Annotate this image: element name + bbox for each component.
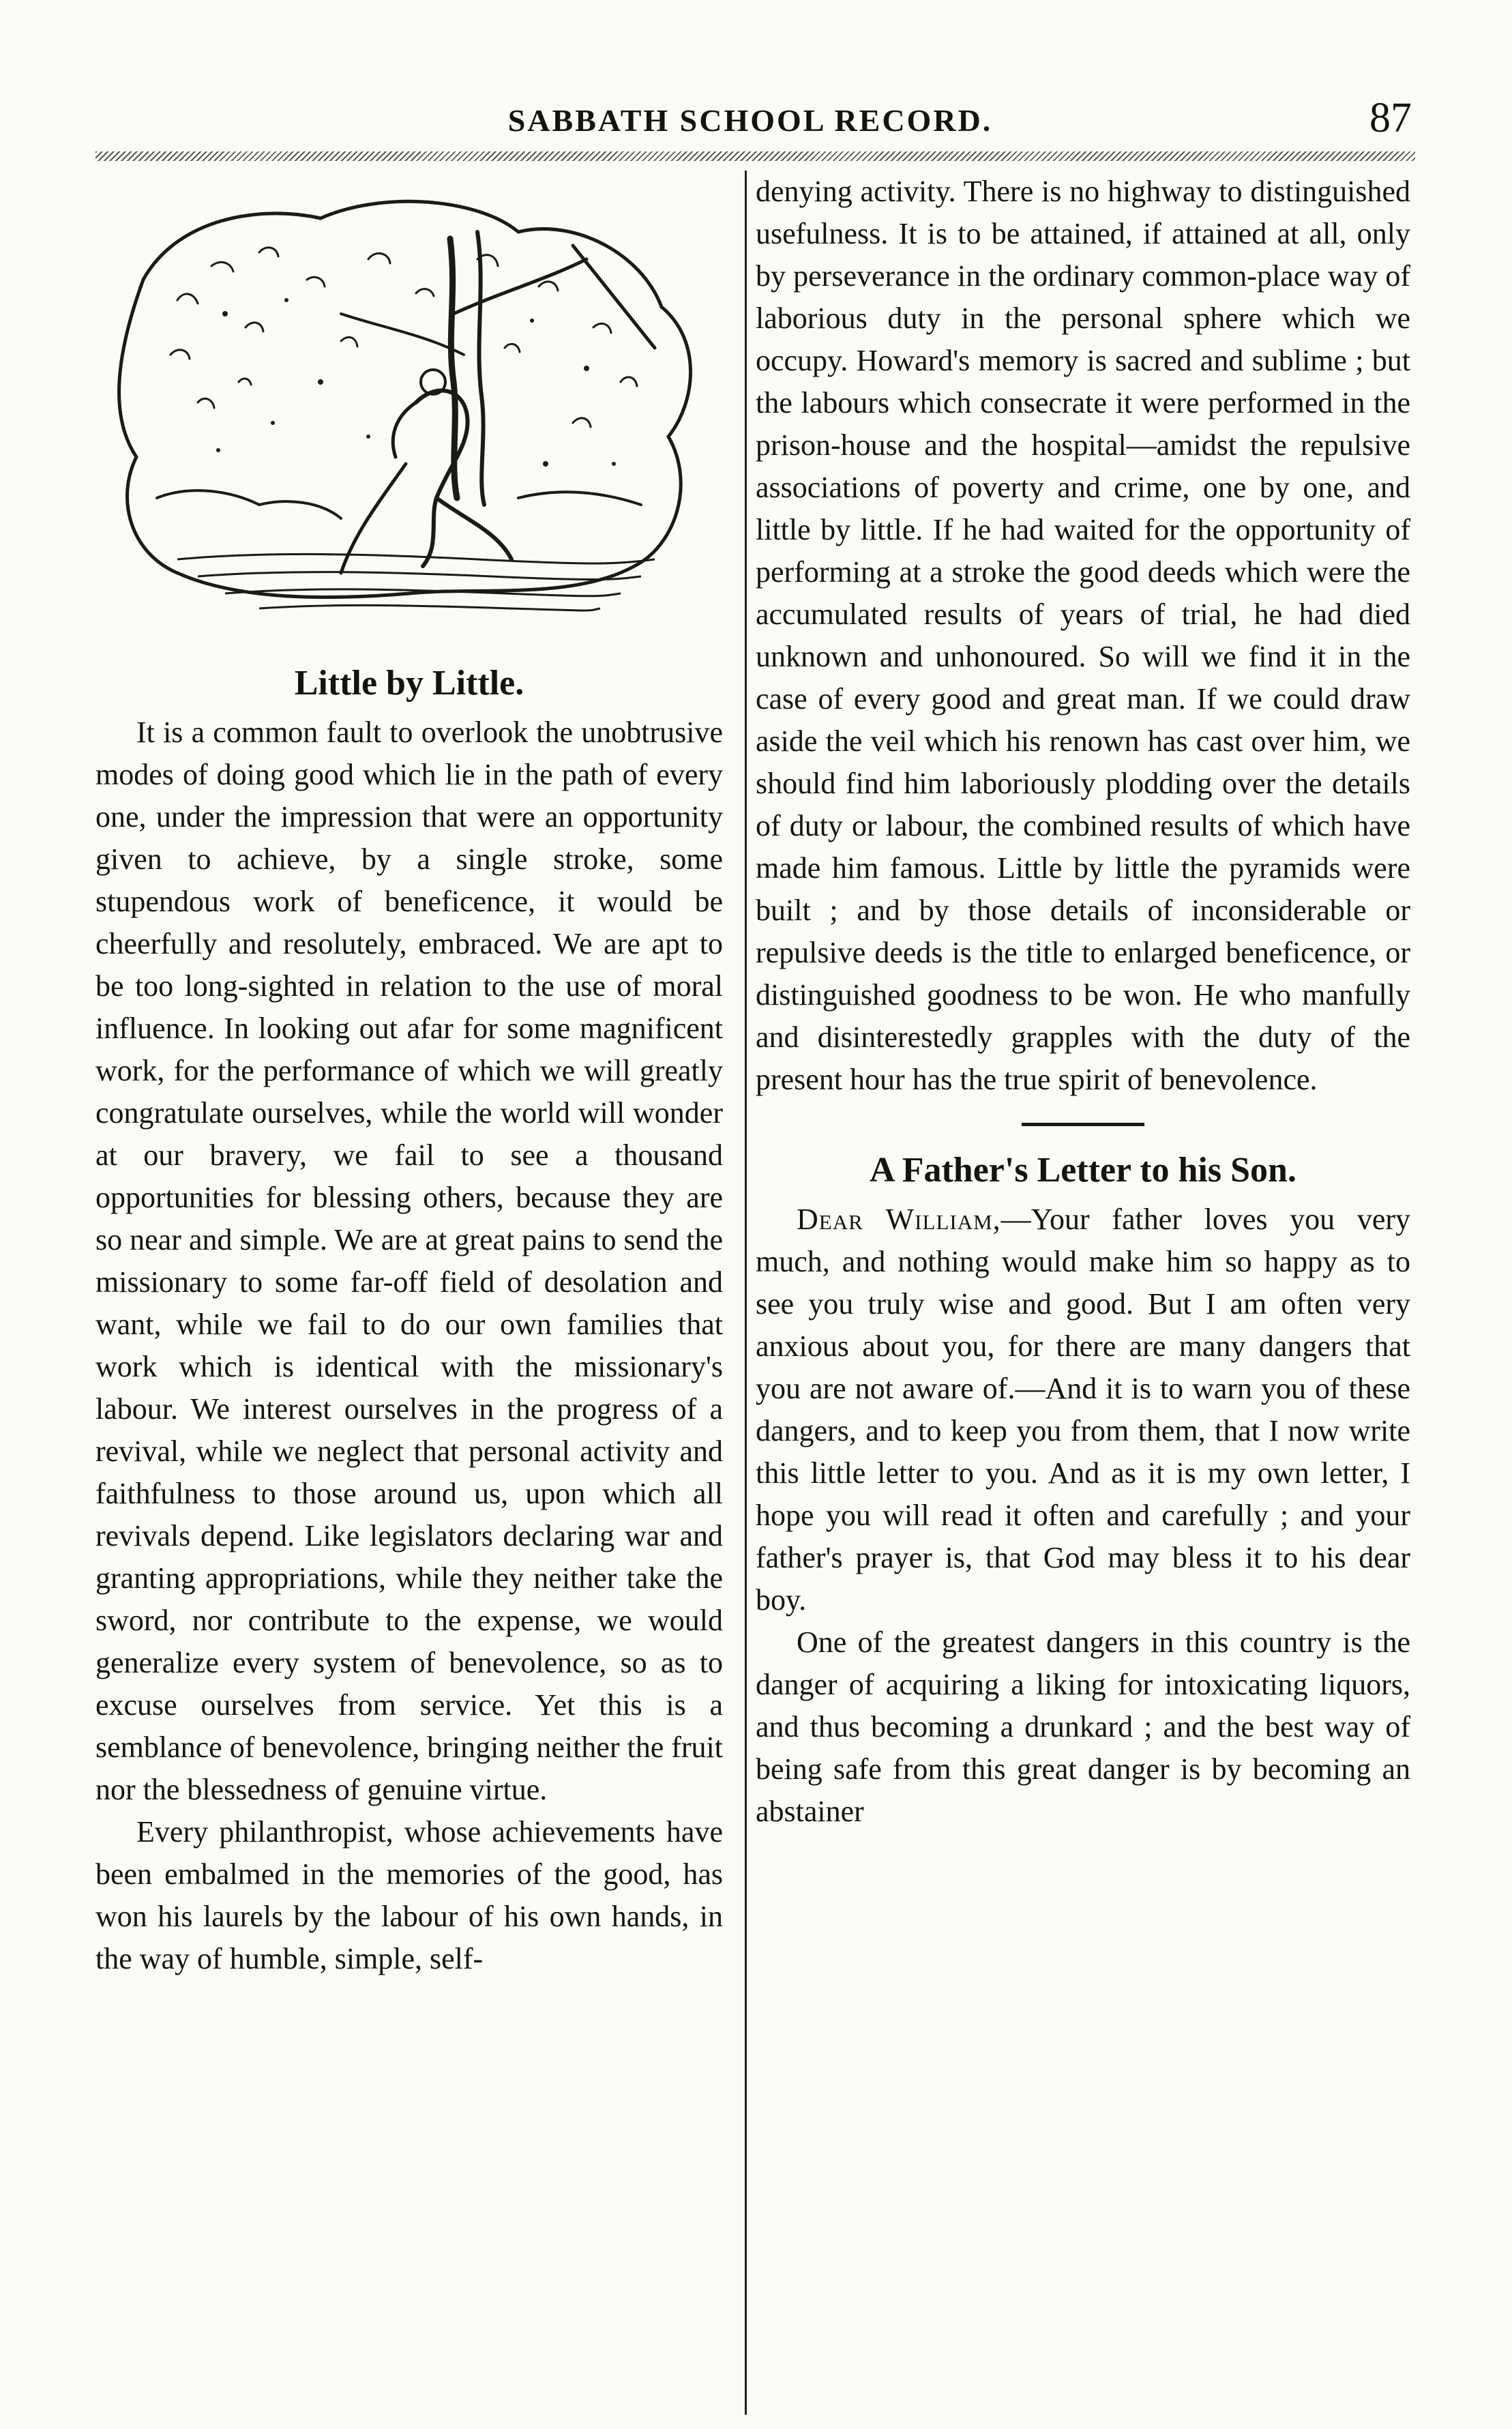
header-rule: [95, 151, 1415, 161]
letter-paragraph: [756, 1198, 1410, 1621]
letter-salutation: Dear William,: [797, 1203, 1001, 1236]
column-rule: [745, 171, 747, 2415]
article-paragraph: It is a common fault to overlook the unobtrusive modes of doing good which lie in the path of every one, under the impression that were an opportunity given to achieve, by a single stroke, some stupendous work of beneficence, it would be cheerfully and resolutely, embraced. We are apt to be too long-sighted in relation to the use of moral influence. In looking out afar for some magnificent work, for the performance of which we will greatly congratulate ourselves, while the world will wonder at our bravery, we fail to see a thousand opportunities for blessing others, because they are so near and simple. We are at great pains to send the missionary to some far-off field of desolation and want, while we fail to do our own families that work which is identical with the missionary's labour. We interest ourselves in the progress of a revival, while we neglect that personal activity and faithfulness to those around us, upon which all revivals depend. Like legislators declaring war and granting appropriations, while they neither take the sword, nor contribute to the expense, we would generalize every system of benevolence, so as to excuse ourselves from service. Yet this is a semblance of benevolence, bringing neither the fruit nor the blessedness of genuine virtue.: [95, 716, 723, 1806]
article-continuation: denying activity. There is no highway to distinguished usefulness. It is to be attained, if attained at all, only by perseverance in the ordinary common-place way of laborious duty in the personal sphere which we occupy. Howard's memory is sacred and sublime ; but the labours which consecrate it were performed in the prison-house and the hospital—amidst the repulsive associations of poverty and crime, one by one, and little by little. If he had waited for the opportunity of performing at a stroke the good deeds which were the accumulated results of years of trial, he had died unknown and unhonoured. So will we find it in the case of every good and great man. If we could draw aside the veil which his renown has cast over him, we should find him laboriously plodding over the details of duty or labour, the combined results of which have made him famous. Little by little the pyramids were built ; and by those details of inconsiderable or repulsive deeds is the title to enlarged beneficence, or distinguished goodness to be won. He who manfully and disinterestedly grapples with the duty of the present hour has the true spirit of benevolence.: [756, 175, 1410, 1096]
article-title-fathers-letter: A Father's Letter to his Son.: [870, 1151, 1296, 1190]
letter-body: —Your father loves you very much, and nothing would make him so happy as to see you truly wise and good. But I am often very anxious about you, for there are many dangers that you are not aware of.—And it is to warn you of these dangers, and to keep you from them, that I now write this little letter to you. And as it is my own letter, I hope you will read it often and carefully ; and your father's prayer is, that God may bless it to his dear boy.: [756, 1203, 1411, 1617]
woodcut-illustration: [95, 177, 723, 648]
letter-paragraph: One of the greatest dangers in this country is the danger of acquiring a liking for intoxicating liquors, and thus becoming a drunkard ; and the best way of being safe from this great danger is by becoming an abstainer: [756, 1625, 1410, 1828]
article-title-little-by-little: Little by Little.: [294, 664, 524, 703]
right-column: [756, 171, 1410, 1833]
running-head: SABBATH SCHOOL RECORD.: [507, 103, 993, 138]
section-divider: [1022, 1123, 1144, 1126]
page-number: 87: [1369, 95, 1412, 141]
article-paragraph: Every philanthropist, whose achievements have been embalmed in the memories of the good, has won his laurels by the labour of his own hands, in the way of humble, simple, self-: [95, 1815, 723, 1975]
left-column: [95, 658, 723, 1980]
